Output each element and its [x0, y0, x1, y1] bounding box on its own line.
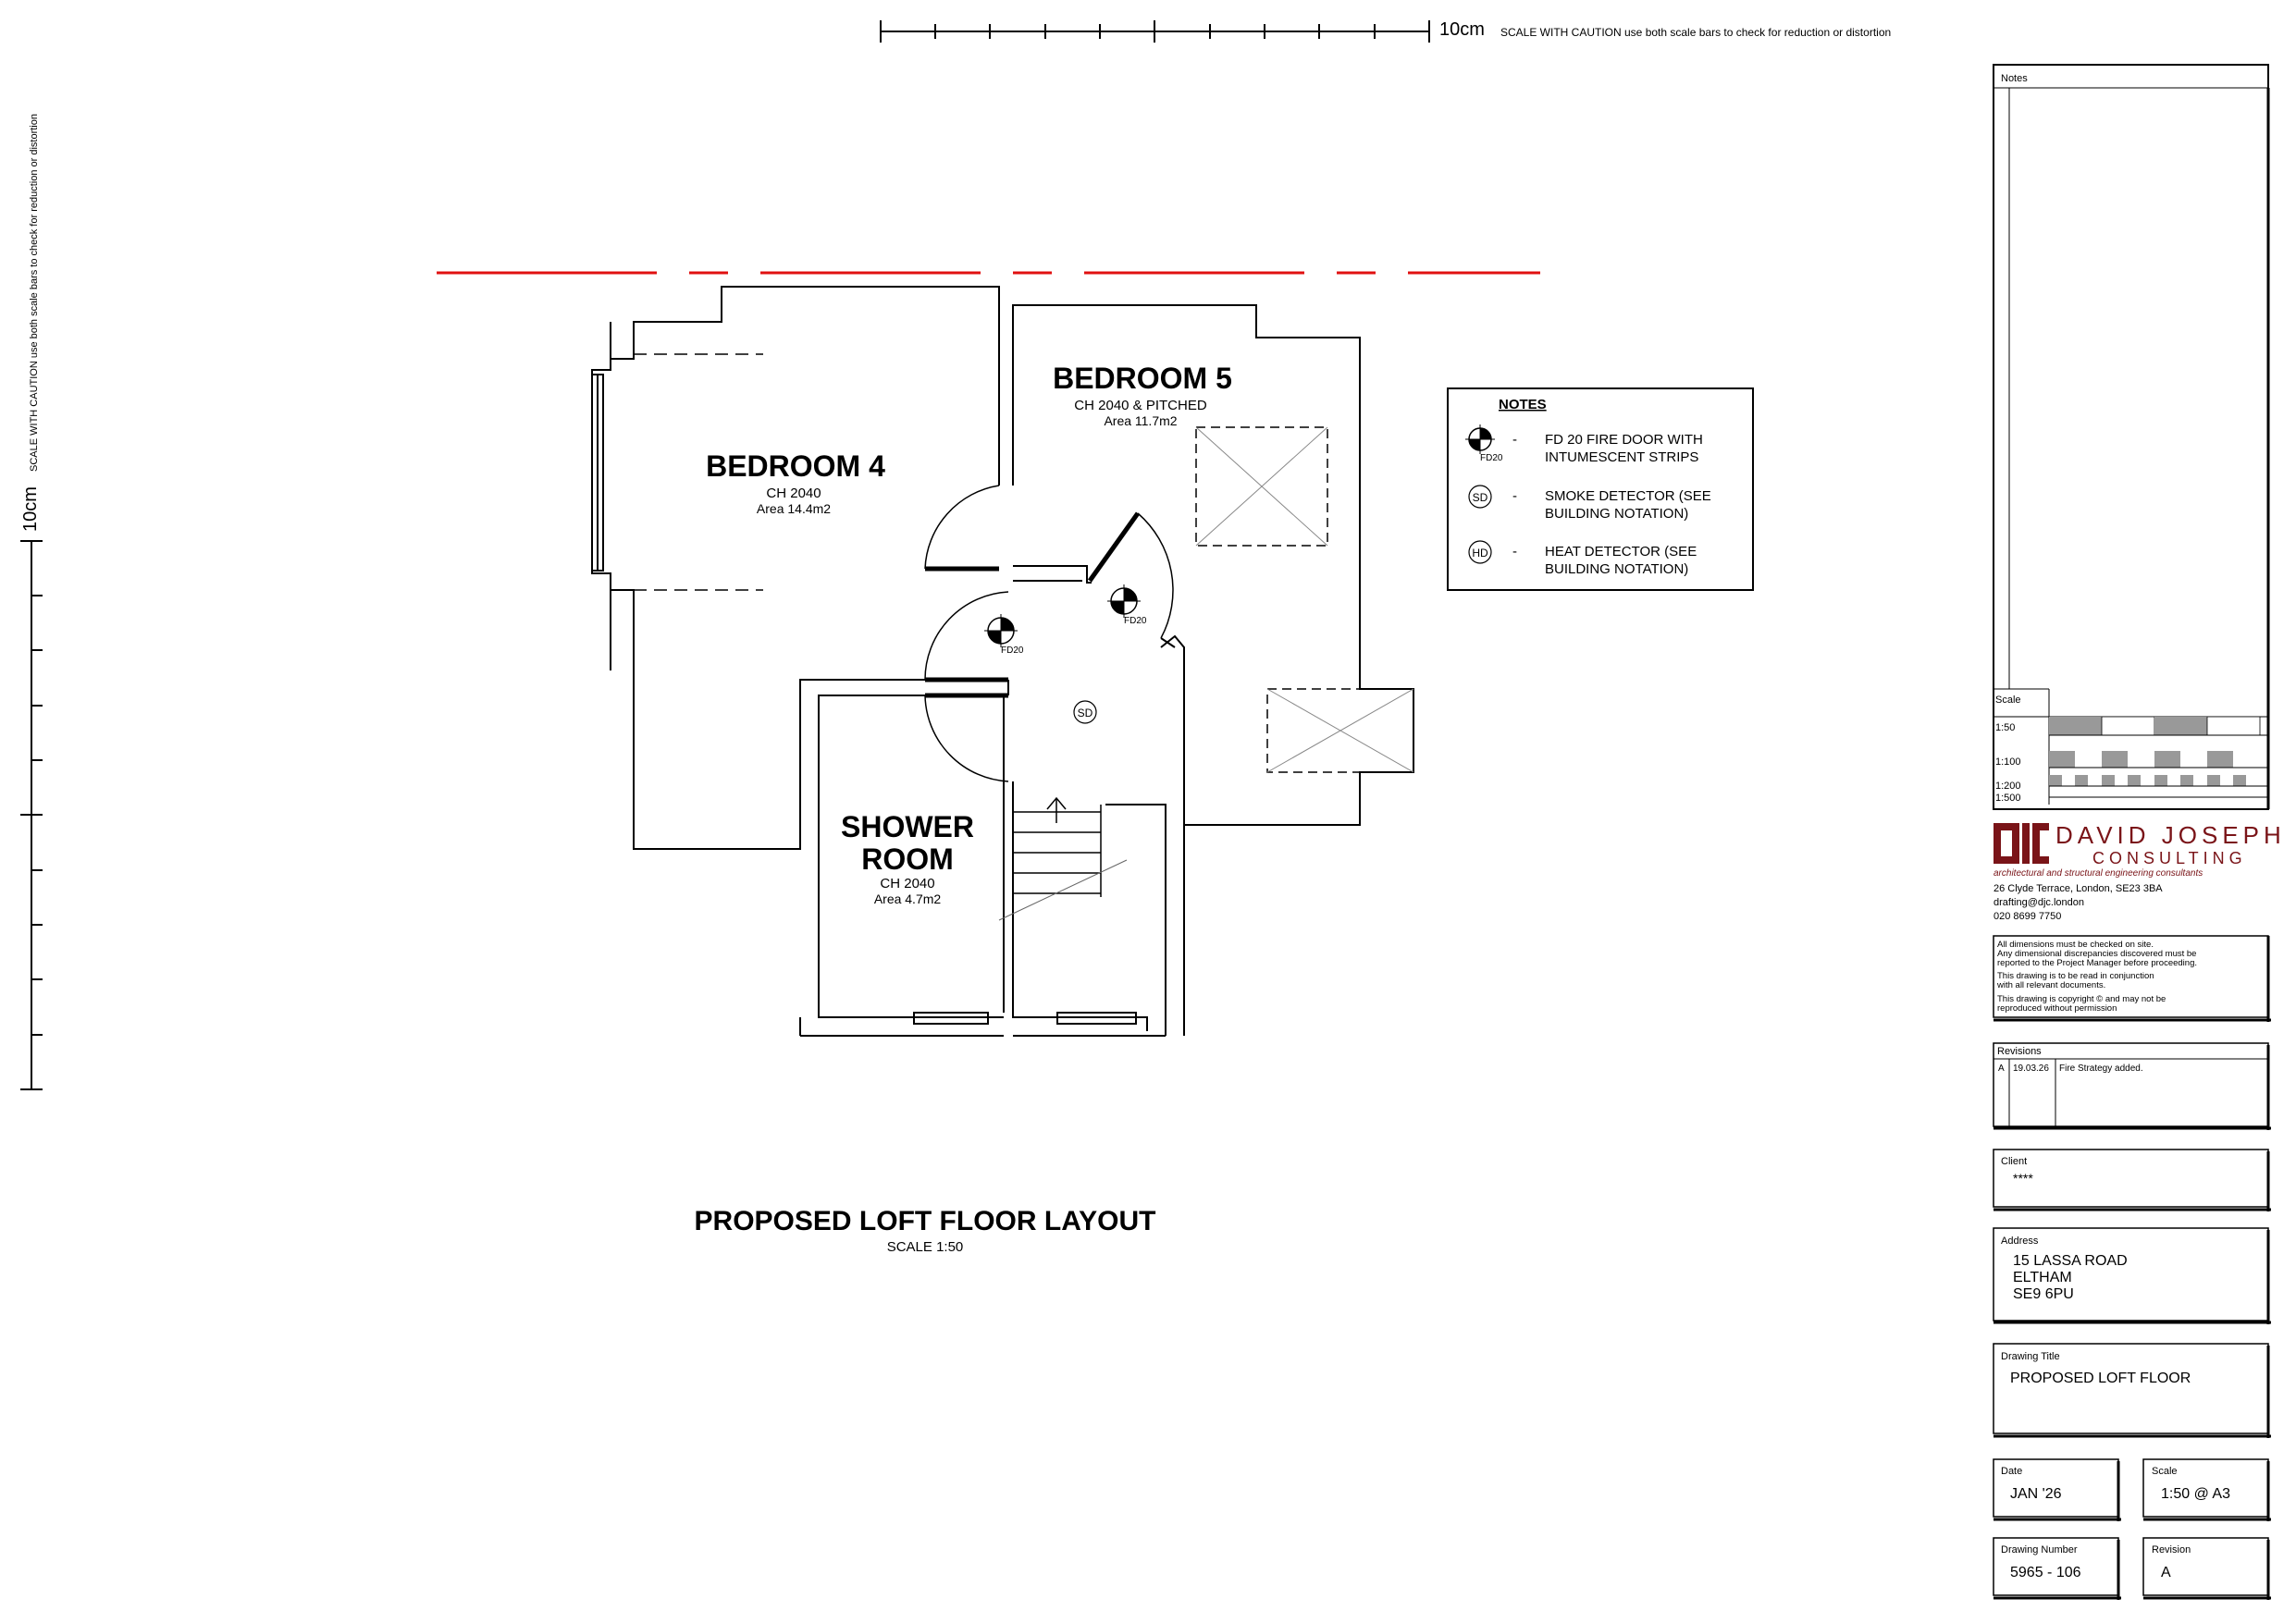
bedroom-4-area: Area 14.4m2: [756, 501, 832, 516]
scale-strip-label: Scale: [1995, 695, 2021, 706]
address-line-1: 15 LASSA ROAD: [2013, 1253, 2128, 1269]
scale-box-label: Scale: [2152, 1466, 2178, 1477]
revision-row-note: Fire Strategy added.: [2059, 1064, 2143, 1074]
company-address: 26 Clyde Terrace, London, SE23 3BA: [1994, 883, 2163, 894]
revision-row-rev: A: [1998, 1064, 2005, 1074]
shower-room-ceiling: CH 2040: [880, 876, 935, 891]
bedroom-4-title: BEDROOM 4: [706, 449, 885, 483]
bedroom-4-ceiling: CH 2040: [766, 486, 821, 501]
legend-dash-2: -: [1512, 488, 1517, 504]
bedroom-5-area: Area 11.7m2: [1104, 413, 1178, 428]
revisions-label: Revisions: [1997, 1046, 2042, 1057]
company-email: drafting@djc.london: [1994, 897, 2085, 908]
top-scale-label: 10cm: [1439, 19, 1485, 40]
address-label: Address: [2001, 1236, 2039, 1247]
disclaimer-2: Any dimensional discrepancies discovered must be: [1997, 949, 2197, 959]
shower-room-area: Area 4.7m2: [873, 891, 942, 906]
smoke-detector-tag: SD: [1077, 707, 1093, 719]
scale-row-3: 1:200: [1995, 781, 2021, 792]
company-name: DAVID JOSEPH: [2055, 821, 2286, 849]
title-block: [1994, 65, 2268, 809]
side-scale-caution: SCALE WITH CAUTION use both scale bars to check for reduction or distortion: [29, 114, 40, 472]
company-phone: 020 8699 7750: [1994, 911, 2062, 922]
fire-door-symbol-2: [1107, 584, 1147, 626]
drawing-title-label: Drawing Title: [2001, 1351, 2060, 1362]
client-value: ****: [2013, 1171, 2033, 1186]
top-scale-caution: SCALE WITH CAUTION use both scale bars to check for reduction or distortion: [1500, 26, 1892, 39]
date-label: Date: [2001, 1466, 2023, 1477]
revision-value: A: [2161, 1565, 2171, 1580]
legend-dash-1: -: [1512, 432, 1517, 448]
scale-box-value: 1:50 @ A3: [2161, 1486, 2230, 1502]
company-tagline: architectural and structural engineering consultants: [1994, 868, 2203, 879]
scale-row-4: 1:500: [1995, 793, 2021, 804]
client-label: Client: [2001, 1156, 2028, 1167]
side-scale-label: 10cm: [20, 486, 41, 532]
legend-smoke-icon: [1469, 486, 1491, 508]
scale-row-2: 1:100: [1995, 756, 2021, 768]
disclaimer-4: This drawing is to be read in conjunction: [1997, 971, 2154, 981]
notes-label: Notes: [2001, 73, 2028, 84]
shower-room-title-1: SHOWER: [841, 810, 974, 843]
legend-fd-line-1: FD 20 FIRE DOOR WITH: [1545, 432, 1703, 448]
drawing-title-value: PROPOSED LOFT FLOOR: [2010, 1371, 2191, 1386]
legend-fire-door-tag: FD20: [1480, 453, 1503, 463]
legend-hd-line-1: HEAT DETECTOR (SEE: [1545, 544, 1697, 559]
disclaimer-7: reproduced without permission: [1997, 1003, 2117, 1014]
company-sub: CONSULTING: [2092, 849, 2247, 867]
smoke-detector-symbol: [1074, 701, 1096, 723]
bedroom-5-title: BEDROOM 5: [1053, 362, 1232, 395]
bedroom-5-ceiling: CH 2040 & PITCHED: [1074, 398, 1207, 413]
drawing-caption-title: PROPOSED LOFT FLOOR LAYOUT: [694, 1206, 1156, 1236]
fire-door-tag-1: FD20: [1001, 646, 1024, 656]
legend-fd-line-2: INTUMESCENT STRIPS: [1545, 449, 1699, 465]
legend-box: [1448, 388, 1753, 590]
scale-row-1: 1:50: [1995, 722, 2016, 733]
shower-room-title-2: ROOM: [861, 842, 954, 876]
disclaimer-3: reported to the Project Manager before proceeding.: [1997, 958, 2197, 968]
legend-smoke-tag: SD: [1472, 491, 1488, 504]
side-scale-bar: [20, 541, 43, 1089]
disclaimer-6: This drawing is copyright © and may not be: [1997, 994, 2166, 1004]
address-line-3: SE9 6PU: [2013, 1286, 2074, 1302]
disclaimer-1: All dimensions must be checked on site.: [1997, 940, 2154, 950]
company-logo: [1994, 823, 2049, 864]
drawing-caption-scale: SCALE 1:50: [886, 1239, 964, 1255]
fire-door-symbol-1: [984, 614, 1024, 656]
floor-plan: [592, 287, 1413, 1036]
fire-door-tag-2: FD20: [1124, 616, 1147, 626]
legend-heat-icon: [1469, 541, 1491, 563]
drawing-number-label: Drawing Number: [2001, 1544, 2078, 1555]
revision-row-date: 19.03.26: [2013, 1064, 2049, 1074]
legend-heat-tag: HD: [1472, 547, 1488, 559]
legend-sd-line-1: SMOKE DETECTOR (SEE: [1545, 488, 1711, 504]
legend-dash-3: -: [1512, 544, 1517, 559]
legend-sd-line-2: BUILDING NOTATION): [1545, 506, 1689, 522]
legend-hd-line-2: BUILDING NOTATION): [1545, 561, 1689, 577]
disclaimer-5: with all relevant documents.: [1997, 980, 2106, 990]
scale-strip-graphic: [2049, 717, 2268, 797]
top-scale-bar: [881, 20, 1429, 43]
drawing-number-value: 5965 - 106: [2010, 1565, 2081, 1580]
date-value: JAN '26: [2010, 1486, 2062, 1502]
address-line-2: ELTHAM: [2013, 1270, 2072, 1285]
legend-title: NOTES: [1499, 397, 1547, 412]
revision-label: Revision: [2152, 1544, 2191, 1555]
